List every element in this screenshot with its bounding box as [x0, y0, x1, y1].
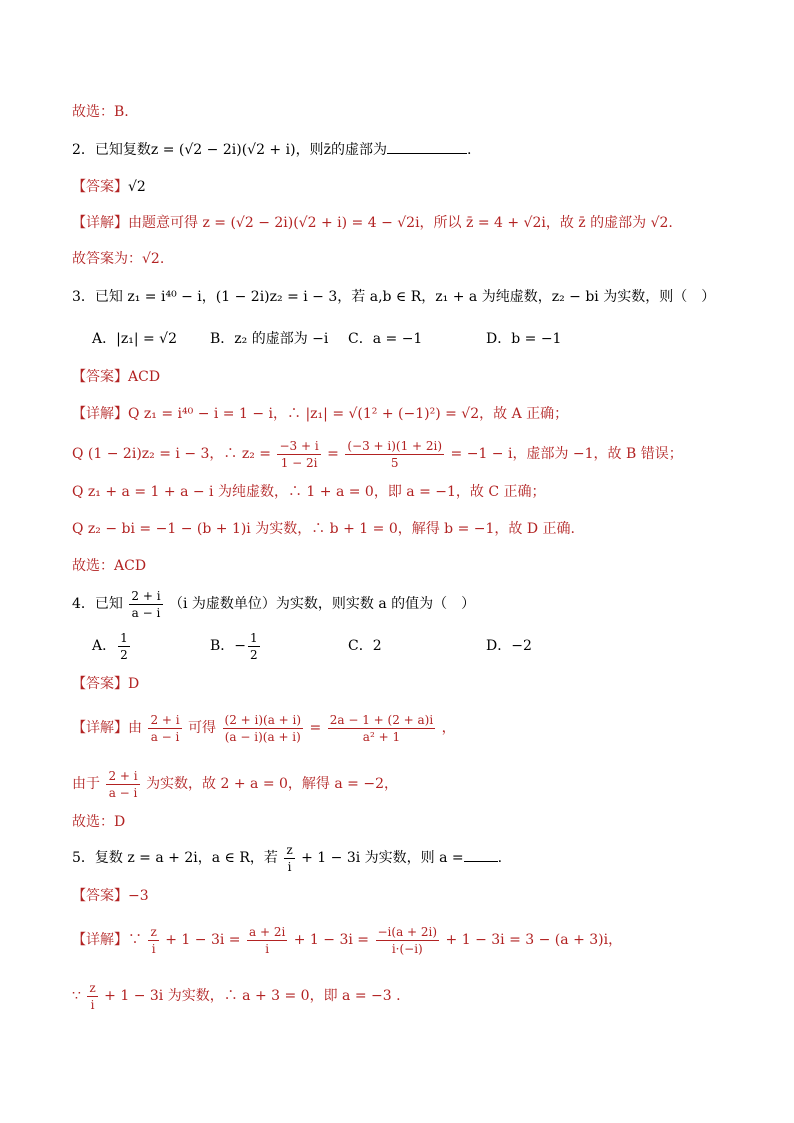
fraction: $\frac{-3 + i}{1 - 2i}$: [279, 438, 319, 470]
fraction: $\frac{2 + i}{a - i}$: [108, 768, 138, 800]
fraction: $\frac{(2 + i)(a + i)}{(a - i)(a + i)}$: [224, 712, 302, 744]
fraction: $\frac{1}{2}$: [250, 630, 258, 662]
fraction: $\frac{-i(a + 2i)}{i\cdot(-i)}$: [377, 924, 438, 956]
q2-answer: 【答案】√2: [72, 179, 146, 195]
answer-blank: [464, 861, 498, 862]
q4-choice: 故选：D: [72, 814, 126, 830]
q3-stem: 3．已知 z₁ = i⁴⁰ − i，(1 − 2i)z₂ = i − 3，若 a,b ∈ R，z₁ + a 为纯虚数，z₂ − bi 为实数，则（ ）: [72, 289, 716, 305]
q3-option-c: C．a = −1: [348, 331, 423, 347]
fraction: $\frac{z}{i}$: [89, 980, 96, 1012]
fraction: $\frac{z}{i}$: [150, 924, 157, 956]
fraction: $\frac{2 + i}{a - i}$: [131, 588, 161, 620]
answer-blank: [387, 153, 467, 154]
q1-choice: 故选：B.: [72, 104, 129, 120]
fraction: $\frac{2a - 1 + (2 + a)i}{\text{a² + 1}}$: [329, 712, 434, 744]
q4-detail-line-2: 由于 $\frac{2 + i}{a - i}$ 为实数，故 2 + a = 0，解得 a = −2，: [72, 768, 399, 800]
q3-detail-line-4: Q z₂ − bi = −1 − (b + 1)i 为实数，∴ b + 1 = 0，解得 b = −1，故 D 正确.: [72, 521, 575, 537]
fraction: $\frac{z}{i}$: [286, 842, 293, 874]
q4-option-b: B．− $\frac{1}{2}$: [210, 630, 258, 662]
q4-answer: 【答案】D: [72, 676, 140, 692]
q2-final: 故答案为：√2.: [72, 251, 165, 267]
q3-answer: 【答案】ACD: [72, 369, 161, 385]
q3-detail-line-3: Q z₁ + a = 1 + a − i 为纯虚数，∴ 1 + a = 0，即 a = −1，故 C 正确；: [72, 484, 546, 500]
q5-detail-line-1: 【详解】∵ $\frac{z}{i}$ + 1 − 3i = $\frac{a + 2i}{i}$ + 1 − 3i = $\frac{-i(a + 2i)}{i\cdot(-i)}$ + 1 − 3i = 3 − (a + 3)i，: [72, 924, 623, 956]
q4-option-c: C．2: [348, 638, 382, 654]
q3-choice: 故选：ACD: [72, 558, 147, 574]
q2-stem: 2．已知复数z = (√2 − 2i)(√2 + i)，则z̄的虚部为 .: [72, 142, 472, 158]
q5-answer: 【答案】−3: [72, 888, 149, 904]
q3-detail-line-1: 【详解】Q z₁ = i⁴⁰ − i = 1 − i，∴ |z₁| = √(1² + (−1)²) = √2，故 A 正确；: [72, 406, 569, 422]
q3-option-a: A．|z₁| = √2: [92, 331, 177, 347]
q3-option-b: B．z₂ 的虚部为 −i: [210, 331, 329, 347]
q4-option-a: A． $\frac{1}{2}$: [92, 630, 128, 662]
q4-option-d: D．−2: [486, 638, 532, 654]
q5-stem: 5．复数 z = a + 2i，a ∈ R，若 $\frac{z}{i}$ + 1 − 3i 为实数，则 a = .: [72, 842, 503, 874]
q3-option-d: D．b = −1: [486, 331, 562, 347]
fraction: $\frac{1}{2}$: [120, 630, 128, 662]
fraction: $\frac{(-3 + i)(1 + 2i)}{5}$: [347, 438, 443, 470]
q5-detail-line-2: ∵ $\frac{z}{i}$ + 1 − 3i 为实数，∴ a + 3 = 0，即 a = −3 .: [72, 980, 401, 1012]
q2-detail: 【详解】由题意可得 z = (√2 − 2i)(√2 + i) = 4 − √2i，所以 z̄ = 4 + √2i，故 z̄ 的虚部为 √2.: [72, 215, 673, 231]
q4-detail-line-1: 【详解】由 $\frac{2 + i}{a - i}$ 可得 $\frac{(2 + i)(a + i)}{(a - i)(a + i)}$ = $\frac{2a - 1 + (2 + a)i}{\text{a² + 1}}$ ，: [72, 712, 456, 744]
q3-detail-line-2: Q (1 − 2i)z₂ = i − 3，∴ z₂ = $\frac{-3 + i}{1 - 2i}$ = $\frac{(-3 + i)(1 + 2i)}{5}$ = −1 − i，虚部为 −1，故 B 错误；: [72, 438, 683, 470]
fraction: $\frac{2 + i}{a - i}$: [150, 712, 180, 744]
q4-stem: 4．已知 $\frac{2 + i}{a - i}$ （i 为虚数单位）为实数，则实数 a 的值为（ ）: [72, 588, 476, 620]
fraction: $\frac{a + 2i}{i}$: [248, 924, 286, 956]
